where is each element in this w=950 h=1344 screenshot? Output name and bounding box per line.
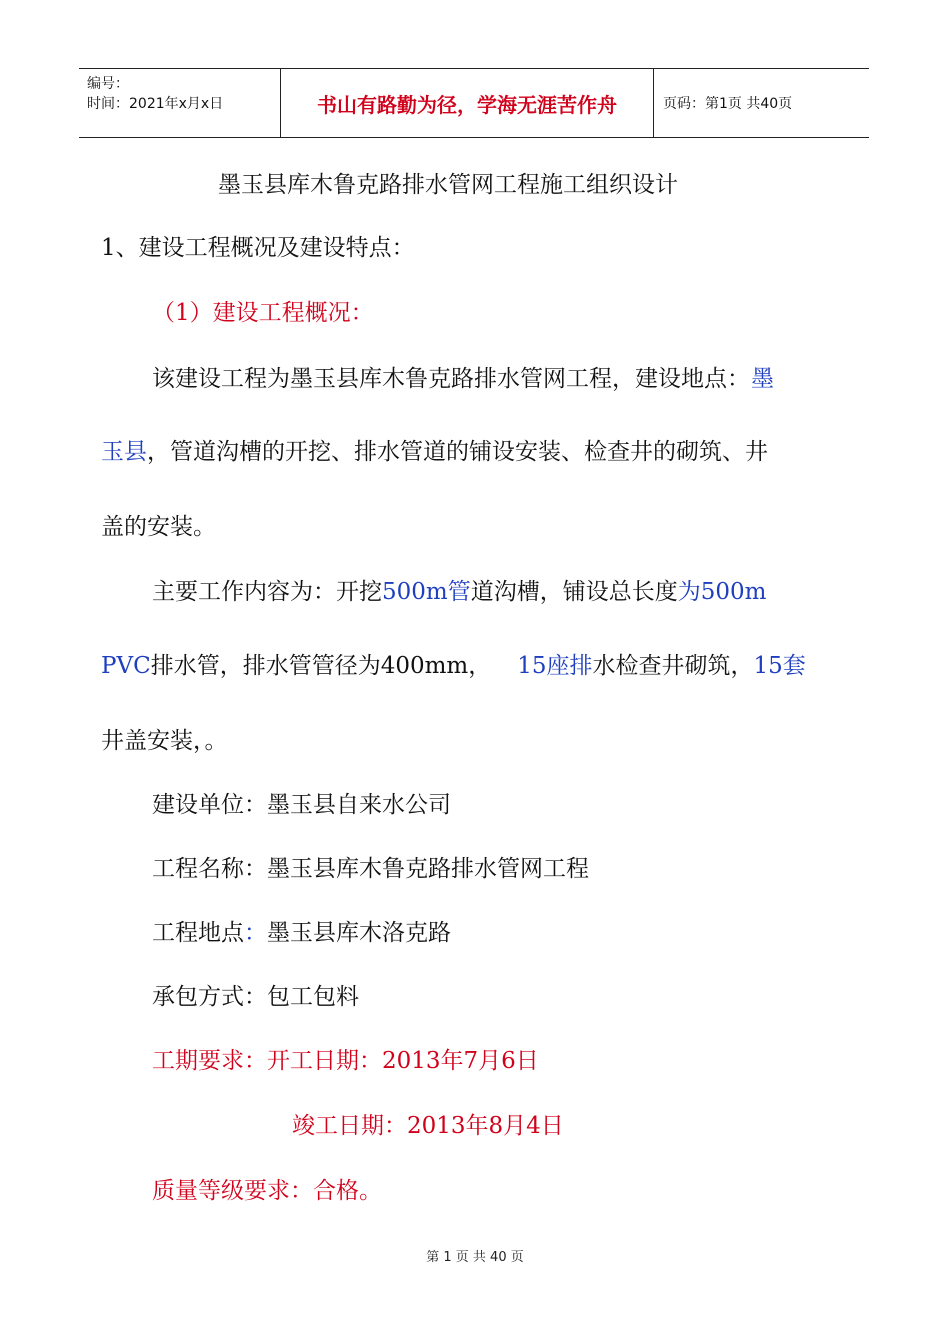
paragraph-text: 道沟槽，铺设总长度 — [470, 579, 678, 605]
paragraph-1-line-1 — [152, 364, 774, 394]
highlight-text: 15套 — [753, 653, 806, 679]
document-header — [79, 68, 869, 138]
paragraph-text: 水检查井砌筑， — [592, 653, 754, 679]
header-page-info: 页码：第1页 共40页 — [663, 96, 793, 112]
header-motto: 书山有路勤为径，学海无涯苦作舟 — [281, 69, 654, 137]
section-heading-1: 1、建设工程概况及建设特点： — [101, 235, 415, 261]
paragraph-text: 该建设工程为墨玉县库木鲁克路排水管网工程，建设地点： — [152, 366, 750, 392]
project-name-line: 工程名称：墨玉县库木鲁克路排水管网工程 — [152, 856, 589, 882]
header-meta-cell — [79, 69, 281, 137]
highlight-text: PVC — [101, 653, 151, 679]
number-label: 编号： — [87, 76, 129, 92]
subsection-heading-1: （1）建设工程概况： — [152, 300, 374, 326]
highlight-text: 墨 — [751, 366, 774, 392]
paragraph-1-line-2 — [101, 437, 768, 467]
highlight-text: 15座排 — [517, 653, 593, 679]
paragraph-text: ，管道沟槽的开挖、排水管道的铺设安装、检查井的砌筑、井 — [147, 439, 768, 465]
schedule-end-line: 竣工日期：2013年8月4日 — [292, 1113, 564, 1139]
paragraph-2-line-3: 井盖安装，。 — [101, 728, 228, 754]
location-line — [152, 918, 451, 948]
paragraph-text: 排水管，排水管管径为400mm， — [150, 653, 492, 679]
time-label: 时间：2021年x月x日 — [87, 96, 224, 112]
paragraph-2-line-2 — [101, 651, 806, 681]
contract-line: 承包方式：包工包料 — [152, 984, 359, 1010]
highlight-text: 玉县 — [101, 439, 147, 465]
location-label: 工程地点 — [152, 920, 244, 946]
highlight-text: 为500m — [677, 579, 767, 605]
location-colon: ： — [244, 920, 267, 946]
paragraph-1-line-3: 盖的安装。 — [101, 514, 216, 540]
highlight-text: 500m管 — [382, 579, 471, 605]
quality-line: 质量等级要求：合格。 — [152, 1178, 382, 1204]
page-footer: 第 1 页 共 40 页 — [426, 1250, 524, 1265]
location-value: 墨玉县库木洛克路 — [267, 920, 451, 946]
schedule-start-line: 工期要求：开工日期：2013年7月6日 — [152, 1048, 539, 1074]
owner-line: 建设单位：墨玉县自来水公司 — [152, 792, 451, 818]
document-title: 墨玉县库木鲁克路排水管网工程施工组织设计 — [218, 172, 678, 198]
paragraph-2-line-1 — [152, 577, 766, 607]
paragraph-text: 主要工作内容为：开挖 — [152, 579, 382, 605]
